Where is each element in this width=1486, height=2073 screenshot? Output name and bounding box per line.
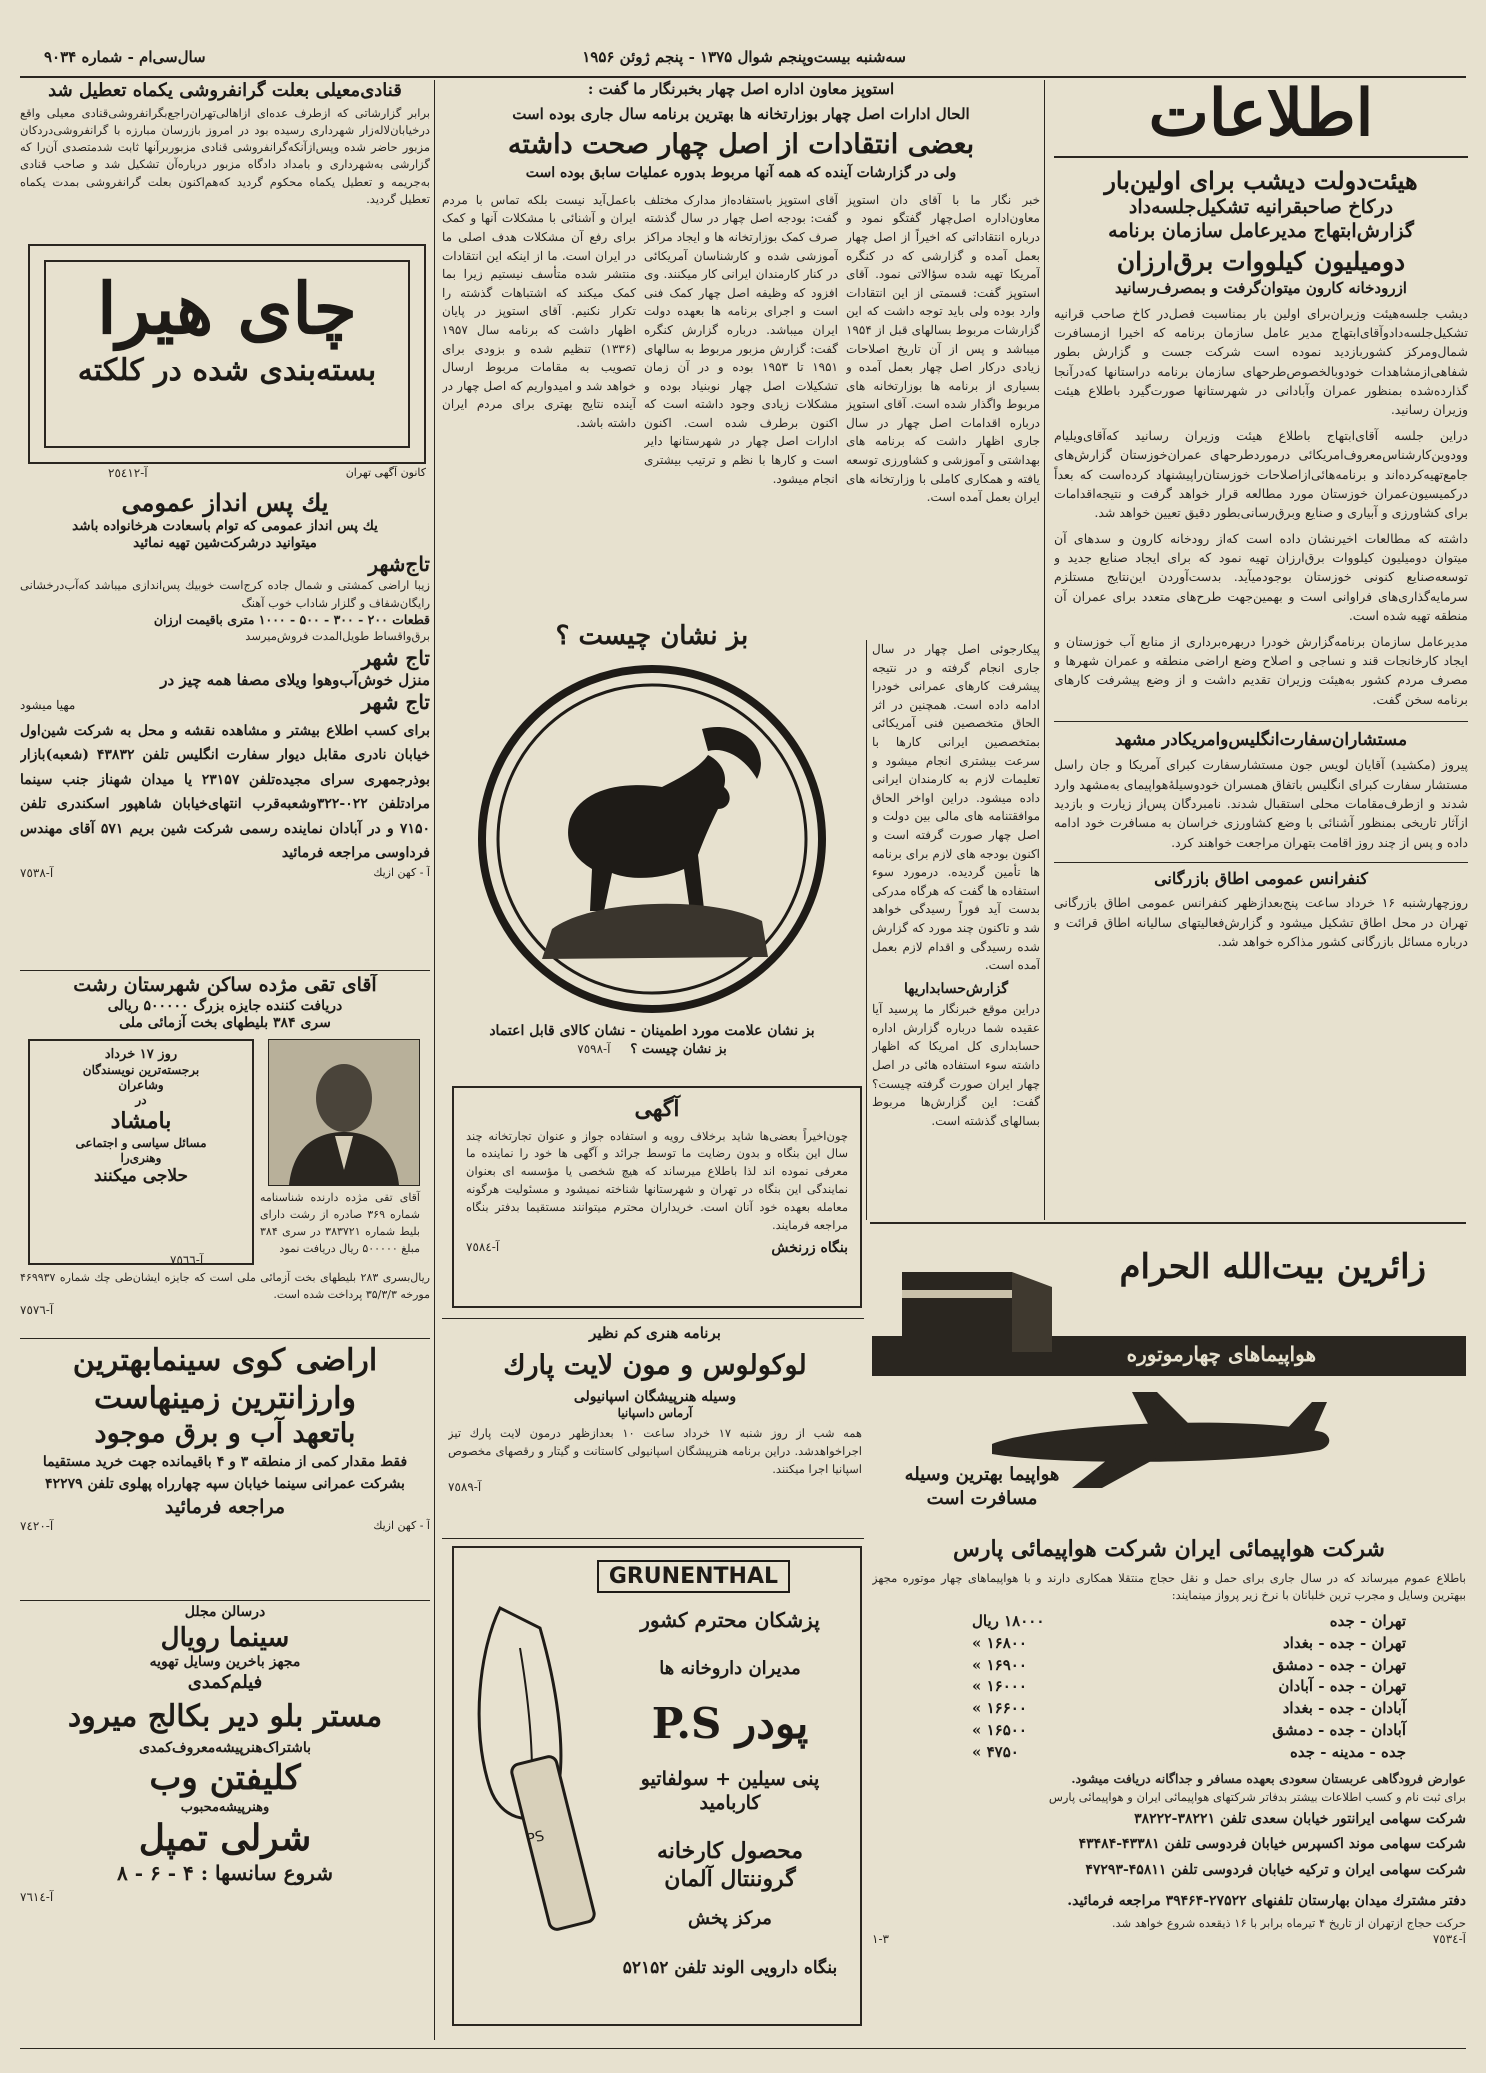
land-place-2: تاج شهر (361, 645, 430, 670)
cinema-land-agent: آ - کهن ازیك (373, 1519, 430, 1533)
lottery-sub-2: سری ۳۸۴ بلیطهای بخت آزمائی ملی (119, 1015, 331, 1032)
center-col-d: پیکارجوئی اصل چهار در سال جاری انجام گرفته و در نتیجه پیشرفت کارهای عمرانی خودرا ادامه داده است. همچنین در اثر الحاق متخصصین فنی آمریکائی بمتخصصین ایرانی کارها با سرعت بیشتری انجام میشود و تعلیمات لازم به کارمندان ایرانی داده میشود. دراین اواخر الحاق موافقتنامه های مالی بین دولت و اصل چهار صورت گرفته است و اکنون بودجه های لازم برای برنامه ها تأمین گردیده. درمورد سوء استفاده ها گفت که هرگاه مدرکی بدست آید فوراً رسیدگی خواهد شد و تاکنون چند مورد که گزارش شده رسیدگی و اقدام لازم بعمل آمده است. (872, 642, 1040, 973)
goat-caption: بز نشان علامت مورد اطمینان - نشان کالای قابل اعتماد (489, 1022, 815, 1039)
lottery-caption: آقای تقی مژده دارنده شناسنامه شماره ۳۶۹ صادره از رشت دارای بلیط شماره ۳۸۳۷۲۱ در سری ۳۸۴ مبلغ ۵۰۰۰۰۰ ریال دریافت نمود (260, 1190, 420, 1255)
radio-line-7: وهنری‌را (120, 1150, 162, 1165)
route-price: ۱۸۰۰۰ ریال (972, 1612, 1045, 1631)
pars-intro: باطلاع عموم میرساند که در سال جاری برای حمل و نقل حجاج منتقلا همکاری دارند و با هواپیماهای چهار موتوره مجهز ببهترین وسایل و مجرب ترین خلبانان با نرخ زیر پرواز مینمایند: (872, 1570, 1466, 1603)
royal-line-2: مجهز باخرین وسایل تهویه (149, 1654, 301, 1670)
cinema-land-body: فقط مقدار کمی از منطقه ۳ و ۴ باقیمانده جهت خرید مستقیما بشرکت عمرانی سینما خیابان سپه چهارراه پهلوی تلفن ۴۲۲۷۹ (42, 1453, 408, 1493)
top-rule (20, 76, 1466, 78)
route-name: تهران - جده - بغداد (1282, 1633, 1406, 1652)
lottery-ad (20, 974, 430, 1336)
cinema-land-bottom-rule (20, 1600, 430, 1601)
pars-plane-label: هواپیماهای چهارموتوره (1126, 1342, 1316, 1366)
pars-company: شرکت هواپیمائی ایران شرکت هواپیمائی پارس (953, 1536, 1385, 1562)
center-col-d-wrap (872, 640, 1040, 1220)
pars-slogan-2: مسافرت است (926, 1488, 1038, 1509)
radio-line-5: بامشاد (110, 1108, 172, 1134)
radio-line-4: در (135, 1093, 147, 1107)
route-name: جده - مدینه - جده (1289, 1742, 1406, 1761)
pars-offices: برای ثبت نام و کسب اطلاعات بیشتر بدفاتر شرکتهای هواپیمائی ایران و هواپیمائی پارس (1048, 1789, 1466, 1804)
program-ad (448, 1324, 862, 1534)
pars-air-ad (872, 1226, 1466, 2046)
program-code: آ-٧٥٨٩ (448, 1480, 482, 1495)
land-prices: قطعات ۲۰۰ - ۳۰۰ - ۵۰۰ - ۱۰۰۰ متری باقیمت ارزان (153, 612, 430, 628)
route-row (972, 1742, 1406, 1764)
grunenthal-line-3: پنی سیلین + سولفاتیو کارباميد (640, 1768, 820, 1814)
lottery-bottom-rule (20, 1338, 430, 1339)
goat-question: بز نشان چیست ؟ (555, 621, 749, 651)
center-col-a: خبر نگار ما با آقای دان استوپز معاون‌اداره اصل‌چهار گفتگو نمود و درباره انتقاداتی که اخیراً از اصل چهار بعمل آمده و گزارشی که در کنگره آمریکا تهیه شده سؤالاتی نمود. آقای استوپز گفت: قسمتی از این انتقادات وارد بوده ولی باید توجه داشت که این گزارشات مربوط بسالهای قبل از ۱۹۵۴ میباشد و پس از آن تاریخ اصلاحات زیادی درکار اصل چهار بعمل آمده و بسیاری از برنامه ها بوزارتخانه های مربوط واگذار شده است. آقای استوپز درباره اقدامات اصل چهار در سال جاری اظهار داشت که برنامه های بهداشتی و آموزشی و کشاورزی توسعه یافته و همکاری کاملی با وزارتخانه های ایران بعمل آمده است. (846, 192, 1040, 505)
route-name: آبادان - جده - بغداد (1282, 1699, 1406, 1718)
center-news (442, 80, 1040, 640)
chamber-body: روزچهارشنبه ۱۶ خرداد ساعت پنج‌بعدازظهر کنفرانس عمومی اطاق بازرگانی تهران در محل اطاق تشکیل میشود و گزارش‌فعالیتهای سالیانه اطاق قرائت و درباره مسائل بازرگانی کشور مذاکره خواهد شد. (1054, 895, 1468, 949)
lottery-footer: ریال‌بسری ۲۸۳ بلیطهای بخت آزمائی ملی است که جایزه ایشان‌طی چك شماره ۴۶۹۹۳۷ مورخه ۳۵/۳/۳ پرداخت شده است. (20, 1270, 430, 1301)
top-bar (20, 44, 1466, 74)
tea-frame (44, 260, 410, 448)
royal-name: سینما رویال (160, 1622, 290, 1653)
notice-title: آگهی (634, 1096, 680, 1122)
route-price: ۱۶۸۰۰ » (972, 1633, 1027, 1652)
notice-sign: بنگاه زرنخش (771, 1240, 848, 1257)
route-name: تهران - جده - دمشق (1272, 1655, 1406, 1674)
chamber-headline: کنفرانس عمومی اطاق بازرگانی (1154, 869, 1368, 889)
main-headline-3: گزارش‌ابتهاج مدیرعامل سازمان برنامه (1108, 219, 1414, 242)
tea-title: چای هیرا (97, 267, 357, 350)
top-left-news (20, 80, 430, 240)
tea-ad (28, 244, 426, 464)
radio-line-3: وشاعران (118, 1078, 164, 1092)
top-left-body: برابر گزارشاتی که ازطرف عده‌ای ازاهالی‌تهران‌راجع‌بگرانفروشی‌قنادی معیلی واقع درخیابان‌لاله‌زار شهرداری رسیده بود در امروز بازرسان مبارزه با گرانفروشی‌دردکان مزبور حاضر شده وپس‌ازآنکه‌گرانفروشی قنادی مزبوربرآنها ثابت شدمتصدی آن‌را که گزارشی به‌شهرداری و بامداد دادگاه مزبور درباره‌آن تشکیل شد و صاحب قنادی به‌جریمه و تعطیل یکماه محکوم گردید که‌هم‌اکنون بعلت گرانفروشی بمدت یکماه تعطیل گردید. (20, 105, 430, 206)
grunenthal-line-1: پزشکان محترم کشور (640, 1608, 820, 1632)
royal-with-2: وهنرپیشه‌محبوب (180, 1799, 270, 1815)
royal-actress: شرلی تمپل (138, 1816, 312, 1859)
grunenthal-line-2: مدیران داروخانه ها (659, 1658, 801, 1679)
center-col-c: باعمل‌آید نیست بلکه تماس با مردم ایران و آشنائی با مشکلات آنها و کمک برای رفع آن مشکلات هدف اصلی ما در ایران است. ما از اینکه این انتقادات منتشر شده متأسف نیستیم زیرا بما کمک میکند که اشتباهات گذشته را تکرار نکنیم. آقای استوپز در پایان اظهار داشت که برنامه سال ۱۹۵۷ (۱۳۳۶) تنظیم شده و بزودی برای تصویب به مقامات مربوط ارسال خواهد شد و امیدواریم که اصل چهار در آینده نتایج بهتری برای مردم ایران داشته باشد. (442, 192, 636, 430)
main-headline-2: درکاخ صاحبقرانیه تشکیل‌جلسه‌داد (1128, 196, 1394, 218)
land-place-3: تاج شهر (361, 689, 430, 714)
lottery-code-1: آ-٧٥٦٦ (170, 1252, 204, 1267)
hand-tube-illustration (460, 1588, 630, 1988)
tea-footer (28, 466, 426, 486)
center-headline-2: بعضی انتقادات از اصل چهار صحت داشته (507, 128, 975, 160)
lottery-headline: آقای تقی مژده ساکن شهرستان رشت (73, 974, 377, 996)
pars-banner (872, 1226, 1466, 1496)
goat-ad (442, 612, 862, 1080)
masthead: اطلاعات (1148, 80, 1374, 151)
land-ad (20, 488, 430, 968)
pars-office-1: شرکت سهامی ایرانتور خیابان سعدی تلفن ۳۸۲۲۱-۳۸۲۲۲ (1134, 1810, 1466, 1827)
route-row (972, 1698, 1406, 1720)
land-ready: مهیا میشود (20, 697, 76, 712)
cinema-land-cta: مراجعه فرمائید (164, 1495, 286, 1518)
route-row (972, 1633, 1406, 1655)
land-sub-1: یك پس انداز عمومی که توام باسعادت هرخانواده باشد (72, 518, 378, 534)
program-body: همه شب از روز شنبه ۱۷ خرداد ساعت ۱۰ بعدازظهر درمون لایت پارك تیز اجراخواهدشد. دراین برنامه هنرپیشگان اسپانیولی کاستانت و گیتار و رقصهای مخصوص اسپانیا اجرا میکنند. (448, 1426, 862, 1476)
main-news (1054, 80, 1468, 1220)
land-body-2: برق‌واقساط طویل‌المدت فروش‌میرسد (245, 629, 430, 643)
route-price: ۴۷۵۰ » (972, 1742, 1019, 1761)
lottery-photo (268, 1039, 420, 1186)
center-headline-3: ولی در گزارشات آینده که همه آنها مربوط بدوره عملیات سابق بوده است (525, 165, 957, 182)
cinema-land-ad (20, 1342, 430, 1598)
tea-agent: کانون آگهی تهران (345, 466, 426, 479)
royal-with: باشتراک‌هنرپیشه‌معروف‌کمدی (138, 1739, 312, 1756)
bottom-rule (20, 2048, 1466, 2049)
cinema-land-code: آ-٧٤٢٠ (20, 1519, 54, 1534)
royal-genre: فیلم‌کمدی (187, 1671, 263, 1693)
radio-line-1: روز ۱۷ خرداد (104, 1046, 178, 1062)
main-para-2: دراین جلسه آقای‌ابتهاج باطلاع هیئت وزیران رسانید که‌آقای‌ویلیام وودوین‌کارشناس‌معروف‌امریکائی درموردطرحهای عمران‌خوزستان گزارش‌های جامع‌تهیه‌کرده‌اند و برنامه‌هائی‌ازاصلاحات خوزستان‌را‌پیشنهاد کرده‌است که بعداً درکمیسیون‌عمران خوزستان مورد مطالعه قرار خواهد گرفت و نتیجه‌اقدامات برای کشاورزی و آبیاری و صنایع وبرق‌رسانی‌بطور دقیق تعیین خواهد شد. (1054, 427, 1468, 521)
radio-line-2: برجسته‌ترین نویسندگان (82, 1063, 200, 1077)
route-row (972, 1720, 1406, 1742)
pars-office-2: شرکت سهامی موند اکسپرس خیابان فردوسی تلفن ۴۳۳۸۱-۴۳۴۸۴ (1078, 1836, 1466, 1853)
notice-body: چون‌اخیراً بعضی‌ها شاید برخلاف رویه و استفاده جواز و عنوان تجارتخانه چند سال این بنگاه و بدون رضایت ما توسط جرائد و آگهی ها خود را نماینده ما معرفی نموده اند لذا باطلاع میرساند که هیچ شخصی یا مؤسسه ای بعنوان نمایندگی این بنگاه در تهران و شهرستانها شناخته نمیشود و مسئولیت هرگونه معامله بعهده خود آنان است. خریداران محترم میتوانند مستقیما بدفتر بنگاه مراجعه فرمایند. (466, 1128, 848, 1232)
route-row (972, 1655, 1406, 1677)
grunenthal-line-4: محصول کارخانه گروننتال آلمان (656, 1838, 804, 1892)
pars-routes (972, 1611, 1406, 1763)
center-col-d-head: گزارش‌حسابداریها (903, 980, 1009, 997)
cinema-land-line-1: اراضی کوی سینمابهترین (72, 1343, 378, 1378)
route-price: ۱۶۵۰۰ » (972, 1720, 1027, 1739)
notice-box (452, 1086, 862, 1308)
center-col-b: آقای استوپز باستفاده‌از مدارک مختلف گفت: بودجه اصل چهار در سال گذشته صرف کمک بوزارتخانه ها و ایجاد مراکز آموزشی شده و کارشناسان آمریکائی در کنار کارمندان ایرانی کار میکنند. وی افزود که وظیفه اصل چهار کمک فنی است و اجرای برنامه ها بعهده دولت ایران میباشد. درباره گزارش کنگره گفت: گزارش مزبور مربوط به سالهای ۱۹۵۱ تا ۱۹۵۳ بوده و در آن زمان تشکیلات اصل چهار نوبنیاد بوده و مشکلات زیادی وجود داشته است که اکنون برطرف شده است. اکنون ادارات اصل چهار در شهرستانها دایر است و کارها با نظم و ترتیب بیشتری انجام میشود. (644, 192, 838, 486)
lottery-sub: دریافت کننده جایزه بزرگ ۵۰۰۰۰۰ ریالی (107, 997, 343, 1014)
main-headline-4: دومیلیون کیلووات برق‌ارزان (1116, 246, 1406, 276)
issue-date: سه‌شنبه بیست‌وپنجم شوال ۱۳۷۵ - پنجم ژوئن ۱۹۵۶ (582, 48, 906, 66)
route-row (972, 1611, 1406, 1633)
radio-line-8: حلاجی میکنند (93, 1165, 189, 1186)
land-slogan: منزل خوش‌آب‌وهوا ویلای مصفا همه چیز در (160, 670, 430, 689)
year-issue: سال‌سی‌ام - شماره ۹۰۳۴ (44, 48, 206, 66)
pars-fee: عوارض فرودگاهی عربستان سعودی بعهده مسافر و جداگانه دریافت میشود. (1071, 1771, 1466, 1787)
land-agent: آ - کهن ازیك (373, 865, 430, 879)
grunenthal-ad (452, 1546, 862, 2026)
land-sub-2: میتوانید درشرکت‌شین تهیه نمائید (133, 534, 317, 551)
main-headline-1: هیئت‌دولت دیشب برای اولین‌بار (1104, 166, 1418, 195)
cinema-land-line-2: وارزانترین زمینهاست (94, 1380, 356, 1416)
notice-bottom-rule (442, 1318, 864, 1319)
pars-note: حرکت حجاج ازتهران از تاریخ ۴ تیرماه برابر با ۱۶ ذیقعده شروع خواهد شد. (1111, 1915, 1466, 1930)
goat-code: آ-٧٥٩٨ (577, 1042, 611, 1056)
grunenthal-line-6: بنگاه دارویی الوند تلفن ۵۲۱۵۲ (622, 1958, 838, 1978)
route-price: ۱۶۰۰۰ » (972, 1677, 1027, 1696)
royal-times: شروع سانسها : ۴ - ۶ - ۸ (117, 1860, 333, 1885)
pars-slogan-1: هواپیما بهترین وسیله (904, 1464, 1060, 1485)
pars-code-2: ٣-١ (872, 1932, 889, 1947)
pars-top-rule (870, 1222, 1466, 1224)
land-contact: برای کسب اطلاع بیشتر و مشاهده نقشه و محل به شرکت شین‌اول خیابان نادری مقابل دیوار سفارت انگلیس تلفن ۴۳۸۳۲ (شعبه)بازار بوذرجمهری سرای مجید‌ه‌تلفن ۲۳۱۵۷ یا میدان شهناز جنب سینما مرادتلفن ۰۲۲-۳۲۲‌وشعبه‌قرب انتهای‌خیابان شاهپور‌ اسکندری تلفن ۷۱۵۰ و در آبادان نماینده رسمی شرکت شین بریم ۵۷۱ آقای مهندس فرداوسی مراجعه فرمائید (20, 722, 430, 862)
main-para-1: دیشب جلسه‌هیئت وزیران‌برای اولین بار بمناسبت فصل‌در کاخ صاحب قرانیه تشکیل‌جلسه‌داد‌وآقای‌ابتهاج مدیر عامل سازمان برنامه که اخیرا ازمسافرت شمال‌ومرکز کشوربازدید نموده است شرکت جست و گزارش بطور شفاهی‌ازمشاهدات خودوبالخصوص‌طرحهای سازمان برنامه دراستانها که‌درآنجا گذارده‌شده بمنظور عمران وآبادانی در شهرستانها صورت‌گیرد باطلاع هیئت وزیران رسانید. (1054, 305, 1468, 418)
cinema-royal-ad (20, 1604, 430, 2044)
consultants-headline: مستشاران‌سفارت‌انگلیس‌و‌امریکادر مشهد (1114, 730, 1408, 750)
land-place: تاج‌شهر (368, 551, 430, 576)
radio-box (28, 1039, 254, 1265)
route-row (972, 1676, 1406, 1698)
tea-code: آ-٢٥٤١٢ (108, 466, 148, 480)
goat-rule (866, 640, 867, 1220)
route-name: تهران - جده - آبادان (1278, 1677, 1406, 1696)
royal-actor: کلیفتن وب (149, 1758, 301, 1798)
main-subhead: ازرودخانه کارون میتوان‌گرفت و بمصرف‌رسانید (1115, 278, 1407, 297)
cinema-land-line-3: باتعهد آب و برق موجود (94, 1418, 356, 1449)
center-headline-1: الحال ادارات اصل چهار بوزارتخانه ها بهترین برنامه سال جاری بوده است (512, 104, 970, 123)
pars-office-4: دفتر مشترك میدان بهارستان تلفنهای ۲۷۵۲۲-۳۹۴۶۴ مراجعه فرمائید. (1067, 1893, 1466, 1910)
land-body-1: زیبا اراضی کمشتی و شمال جاده کرج‌است خوبیك پس‌اندازی میباشد که‌آب‌درخشانی رایگان‌شفاف و گلزار شاداب خوب آهنگ (20, 577, 430, 610)
program-sub-2: آرماس داسپانیا (617, 1406, 693, 1420)
program-bottom-rule (442, 1538, 864, 1539)
col-rule-1 (1044, 80, 1045, 1220)
land-bottom-rule (20, 970, 430, 971)
pars-title: زائرین بیت‌الله الحرام (1119, 1247, 1426, 1287)
program-kicker: برنامه هنری کم نظیر (589, 1324, 721, 1342)
pars-code: آ-٧٥٣٤ (1432, 1932, 1466, 1947)
royal-line-1: درسالن مجلل (184, 1604, 266, 1620)
top-left-headline: قنادی‌معیلی بعلت گرانفروشی یکماه تعطیل شد (48, 80, 402, 101)
radio-line-6: مسائل سیاسی و اجتماعی (75, 1135, 207, 1150)
col-rule-2 (434, 80, 435, 2040)
portrait-photo (269, 1040, 419, 1185)
notice-code: آ-٧٥٨٤ (466, 1240, 500, 1255)
program-sub: وسیله هنرپیشگان اسپانیولی (573, 1388, 737, 1405)
route-price: ۱۶۶۰۰ » (972, 1699, 1027, 1718)
royal-code: آ-٧٦١٤ (20, 1889, 54, 1904)
tea-tagline: بسته‌بندی شده در کلکته (77, 352, 377, 388)
route-name: آبادان - جده - دمشق (1272, 1720, 1406, 1739)
main-para-3: داشته که مطالعات اخیرنشان داده است که‌از رودخانه کارون و سدهای آن میتوان دومیلیون کیلووات برق‌ارزان تهیه نمود که برای ایجاد صنایع جدید و توسعه‌صنایع کنونی خوزستان بوجودمیآید. بدست‌آوردن این‌نتایج مستلزم سرمایه‌گذاری‌های فراوانی است و بهمین‌جهت طرح‌های متعدد برای عمران آن منطقه تهیه شده است. (1054, 530, 1468, 624)
grunenthal-product: پودر P.S (651, 1699, 809, 1748)
land-headline: یك پس انداز عمومی (121, 488, 329, 517)
svg-text:PS: PS (525, 1828, 546, 1848)
royal-film: مستر بلو دیر بکالج میرود (67, 1699, 383, 1734)
main-para-4: مدیرعامل سازمان برنامه‌گزارش خودرا دربهره‌برداری از منابع آب خوزستان و ایجاد کارخانجات قند و نساجی و اصلاح وضع اراضی منطقه و عمران شهرها و مصرف مردم کشور به‌هیئت وزیران تقدیم داشت و از وضع پیشرفت کارهای برنامه سخن گفت. (1054, 633, 1468, 707)
consultants-body: پیروز (مکشید) آقایان لویس جون مستشارسفارت کبرای آمریکا و جان راسل مستشار سفارت کبرای انگلیس باتفاق همسران خودوسیلۀ‌هواپیمای به‌مشهد وارد شدند و ازطرف‌مقامات محلی استقبال شدند. نامبردگان پس‌از زیارت و بازدید ازآثار تاریخی بمنظور آشنائی با وضع کشاورزی خراسان به مسافرت خود ادامه داده و پس از چند روز اقامت بتهران مراجعت خواهند کرد. (1054, 757, 1468, 850)
center-kicker: استوپز معاون اداره اصل چهار بخبرنگار ما گفت : (587, 80, 895, 98)
route-price: ۱۶۹۰۰ » (972, 1655, 1027, 1674)
grunenthal-brand: GRUNENTHAL (597, 1560, 790, 1593)
kaaba-illustration (882, 1242, 1082, 1362)
pars-office-3: شرکت سهامی ایران و ترکیه خیابان فردوسی تلفن ۴۵۸۱۱-۴۷۲۹۳ (1085, 1861, 1466, 1878)
land-code: آ-٧٥٣٨ (20, 865, 54, 880)
lottery-code-2: آ-٧٥٧٦ (20, 1302, 54, 1317)
goat-caption-2: بز نشان چیست ؟ (630, 1042, 727, 1057)
route-name: تهران - جده (1329, 1612, 1406, 1631)
program-title: لوکولوس و مون لایت پارك (503, 1349, 807, 1381)
grunenthal-line-5: مرکز پخش (688, 1908, 772, 1929)
goat-emblem (472, 659, 832, 1019)
center-col-d-tail: دراین موقع خبرنگار ما پرسید آیا عقیده شما درباره گزارش اداره حسابداری کل امریکا که اظهار داشته سوء استفاده هائی در اصل چهار ایران صورت گرفته چیست؟ گفت: این گزارش‌ها مربوط بسالهای گذشته است. (872, 1002, 1040, 1128)
